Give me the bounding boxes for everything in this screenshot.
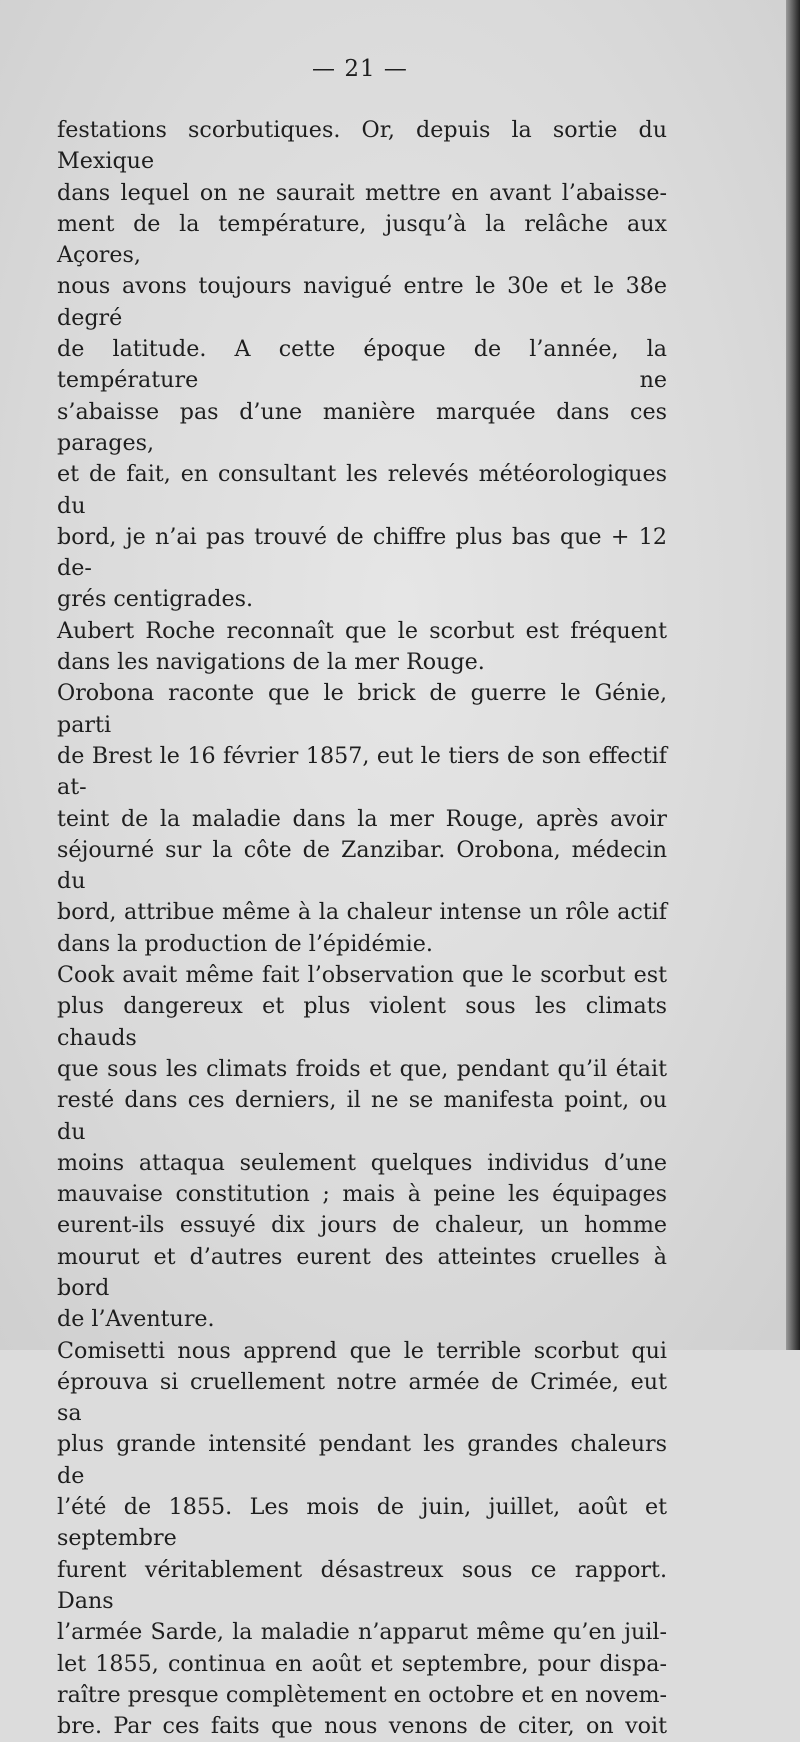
text-line: mauvaise constitution ; mais à peine les équipages — [57, 1181, 667, 1208]
text-line: ment de la température, jusqu’à la relâche aux Açores, — [57, 210, 667, 269]
text-line: furent véritablement désastreux sous ce rapport. Dans — [57, 1556, 667, 1614]
text-line: séjourné sur la côte de Zanzibar. Orobona, médecin du — [57, 836, 667, 895]
text-line: de l’Aventure. — [57, 1306, 215, 1333]
text-line: Comisetti nous apprend que le terrible scorbut qui — [57, 1337, 667, 1364]
text-line: bre. Par ces faits que nous venons de citer, on voit — [57, 1713, 667, 1740]
text-line: et de fait, en consultant les relevés météorologiques du — [57, 461, 667, 519]
text-line: Orobona raconte que le brick de guerre le Génie, parti — [57, 680, 667, 738]
text-line: eurent-ils essuyé dix jours de chaleur, un homme — [57, 1212, 667, 1239]
page-edge-shadow — [786, 0, 800, 1350]
body-text — [57, 115, 667, 1742]
text-line: dans les navigations de la mer Rouge. — [57, 649, 485, 676]
text-line: de latitude. A cette époque de l’année, la température ne — [57, 336, 667, 394]
text-line: l’été de 1855. Les mois de juin, juillet, août et septembre — [57, 1494, 667, 1552]
text-line: mourut et d’autres eurent des atteintes cruelles à bord — [57, 1243, 667, 1301]
page-number: — 21 — — [312, 56, 408, 82]
text-line: de Brest le 16 février 1857, eut le tiers de son effectif at- — [57, 742, 667, 801]
text-line: plus grande intensité pendant les grandes chaleurs de — [57, 1431, 667, 1489]
text-line: Aubert Roche reconnaît que le scorbut est fréquent — [57, 617, 667, 644]
text-line: moins attaqua seulement quelques individus d’une — [57, 1149, 667, 1176]
text-line: éprouva si cruellement notre armée de Crimée, eut sa — [57, 1368, 667, 1427]
text-line: dans la production de l’épidémie. — [57, 930, 433, 957]
text-line: nous avons toujours navigué entre le 30e et le 38e degré — [57, 273, 667, 331]
text-line: festations scorbutiques. Or, depuis la sortie du Mexique — [57, 117, 667, 175]
text-line: Cook avait même fait l’observation que le scorbut est — [57, 962, 667, 989]
text-line: bord, je n’ai pas trouvé de chiffre plus bas que + 12 de- — [57, 523, 667, 582]
text-line: let 1855, continua en août et septembre, pour dispa- — [57, 1650, 667, 1677]
text-line: teint de la maladie dans la mer Rouge, après avoir — [57, 805, 667, 832]
text-line: resté dans ces derniers, il ne se manifesta point, ou du — [57, 1087, 667, 1145]
text-line: dans lequel on ne saurait mettre en avant l’abaisse- — [57, 179, 667, 206]
text-line: que sous les climats froids et que, pendant qu’il était — [57, 1055, 667, 1082]
text-line: grés centigrades. — [57, 586, 254, 613]
text-line: l’armée Sarde, la maladie n’apparut même qu’en juil- — [57, 1619, 667, 1646]
text-line: s’abaisse pas d’une manière marquée dans ces parages, — [57, 398, 667, 456]
text-line: raître presque complètement en octobre et en novem- — [57, 1681, 667, 1708]
text-line: bord, attribue même à la chaleur intense un rôle actif — [57, 899, 667, 926]
text-line: plus dangereux et plus violent sous les climats chauds — [57, 993, 667, 1051]
